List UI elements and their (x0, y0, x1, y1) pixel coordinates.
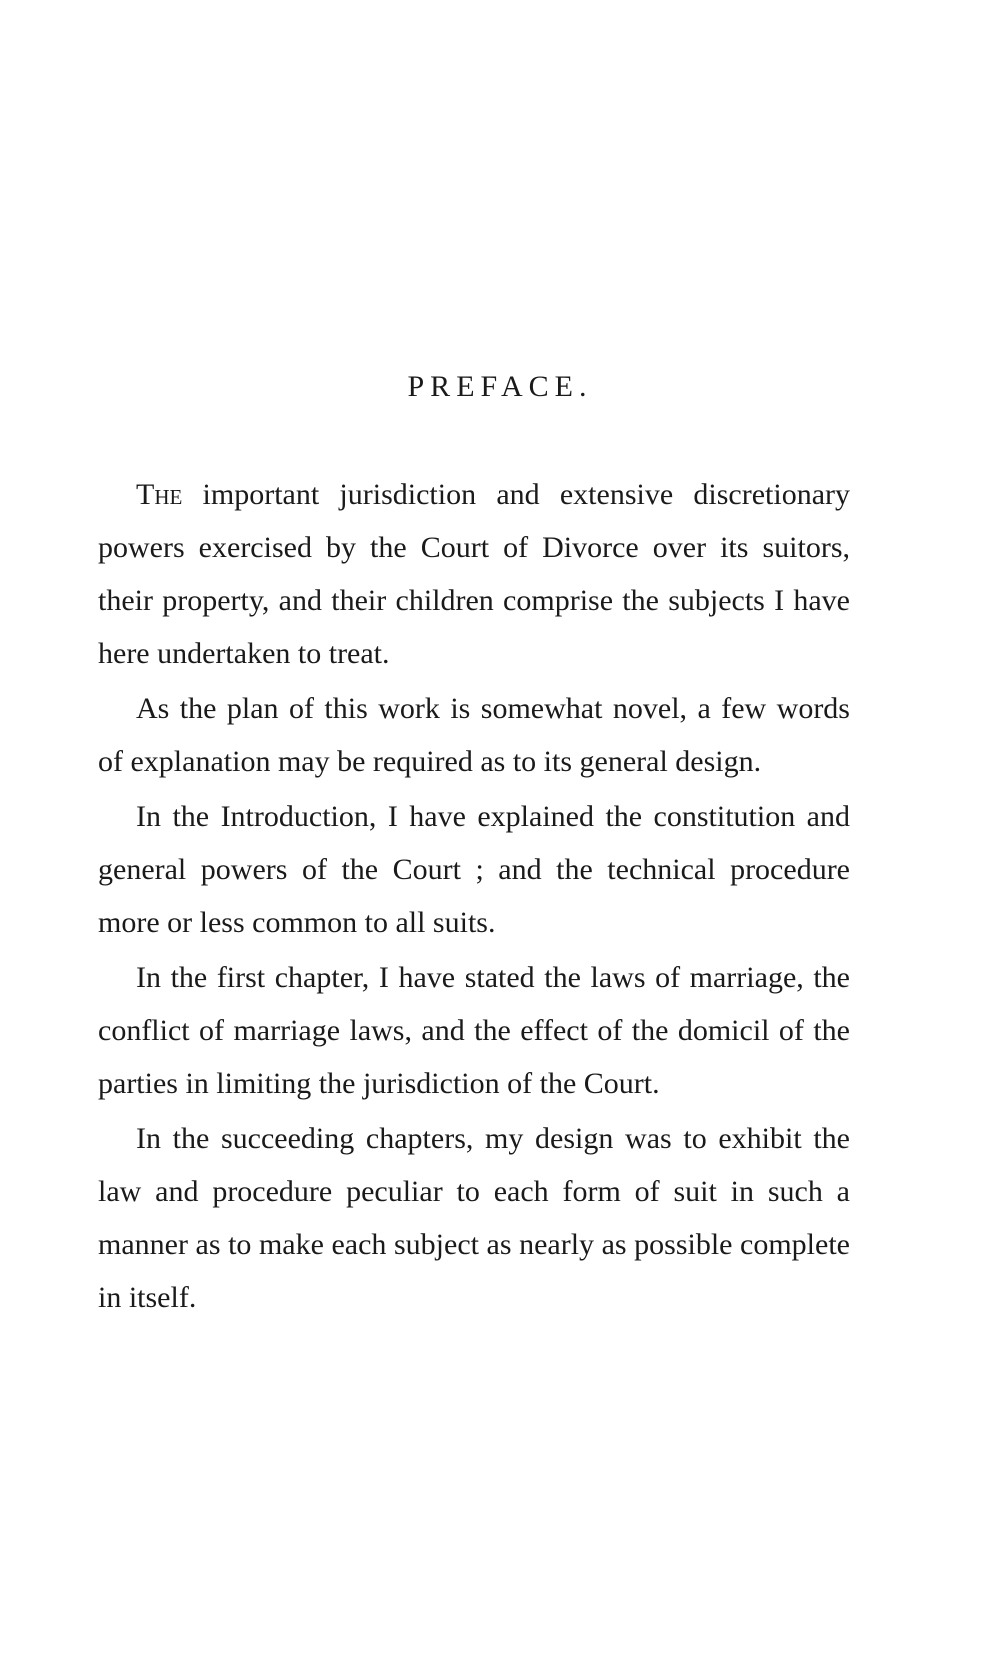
paragraph-5: In the succeeding chapters, my design was to exhibit the law and procedure peculiar to each form of suit in such a manner as to make each subject as nearly as possible complete in itself. (98, 1122, 850, 1314)
paragraph-4: In the first chapter, I have stated the laws of marriage, the conflict of marriage laws, and the effect of the domicil of the parties in limiting the jurisdiction of the Court. (98, 961, 850, 1100)
paragraph-2: As the plan of this work is somewhat novel, a few words of explanation may be required as to its general design. (98, 692, 850, 778)
paragraph-1 (98, 468, 850, 680)
preface-body (98, 468, 850, 1326)
page-heading: PREFACE. (407, 370, 593, 403)
paragraph-3: In the Introduction, I have explained the constitution and general powers of the Court ; and the technical procedure more or less common to all suits. (98, 800, 850, 939)
paragraph-text: important jurisdiction and extensive discretionary powers exercised by the Court of Divorce over its suitors, their property, and their children comprise the subjects I have here undertaken to treat. (98, 478, 850, 670)
paragraph-lead-word: The (136, 478, 183, 511)
